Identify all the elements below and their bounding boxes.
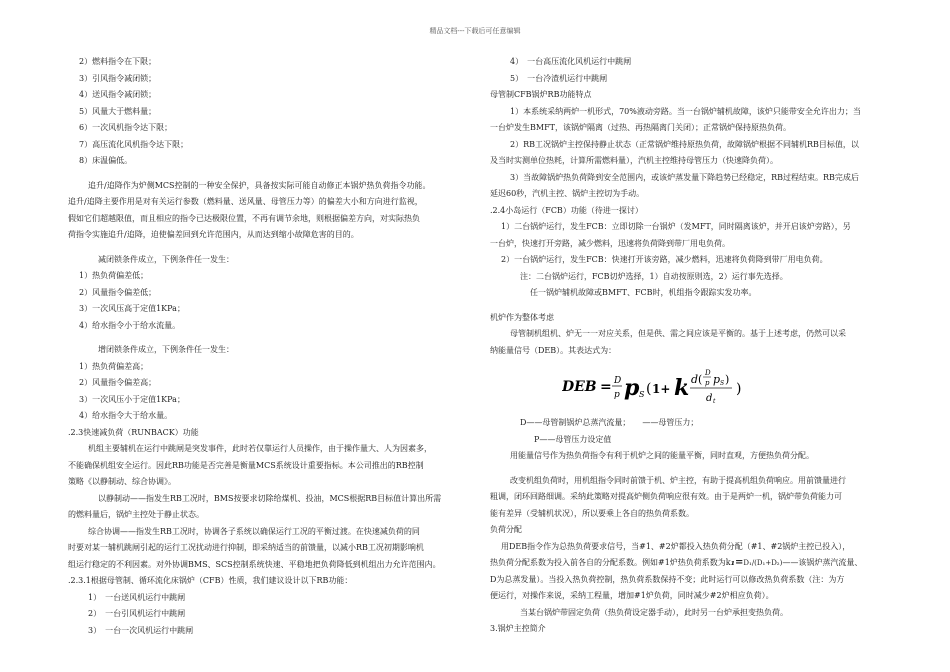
note-line: 注：二台锅炉运行，FCB切炉选择，1）自动按原则选，2）运行事先选择。 <box>520 271 788 281</box>
paragraph-line: 假如它们超越限值，而且相应的指令已达极限位置，不再有调节余地，则根据偏差方向，对实际热负 <box>68 213 420 223</box>
list-item: 2） 一台引风机运行中跳闸 <box>88 609 186 618</box>
list-item: 3） 一台一次风机运行中跳闸 <box>88 625 194 635</box>
section-heading: .2.4小岛运行（FCB）功能（待进一探讨） <box>490 205 643 215</box>
paragraph-line: 纳能量信号（DEB）。其表达式为： <box>490 345 617 355</box>
paragraph-line: 2）一台锅炉运行，发生FCB：快速打开该旁路，减少燃料，迅速将负荷降到带厂用电负荷。 <box>501 255 828 264</box>
list-item: 4） 一台高压流化风机运行中跳闸 <box>510 57 632 66</box>
section-heading: 3.锅炉主控简介 <box>490 624 546 633</box>
list-item: 2）燃料指令在下限； <box>79 57 157 66</box>
formula-den-t: t <box>713 398 716 405</box>
paragraph-line: 荷指令实施追升/追降，迫使偏差回到允许范围内，从而达到缩小故障危害的目的。 <box>68 230 359 239</box>
list-item: 8）床温偏低。 <box>79 156 133 165</box>
paragraph-line <box>490 555 890 572</box>
paragraph-line: 追升/追降作为炉侧MCS控制的一种安全保护，具备按实际可能自动修正本锅炉热负荷指令功能。 <box>88 180 431 190</box>
paragraph-line: 时要对某一辅机跳闸引起的运行工况扰动进行抑制，即采纳适当的前馈量，以减小RB工况初期影响机 <box>68 543 424 552</box>
section-heading: 机炉作为整体考虑 <box>490 312 554 322</box>
paragraph-line: 一台炉，快速打开旁路，减少燃料，迅速将负荷降到带厂用电负荷。 <box>490 238 730 248</box>
section-heading: 负荷分配 <box>490 525 522 534</box>
list-item: 2）风量指令偏差低； <box>79 287 157 297</box>
list-item: 3）引风指令减闭锁； <box>79 73 157 83</box>
paragraph-line: 一台炉发生BMFT，该锅炉隔离（过热、再热隔离门关闭）；正常锅炉保持原热负荷。 <box>490 123 791 132</box>
formula-one-plus: 1+ <box>652 382 671 396</box>
formula-close-paren: ) <box>736 381 742 397</box>
list-item: 3）一次风压小于定值1KPa； <box>79 394 185 404</box>
list-item: 1）热负荷偏差高； <box>79 361 149 371</box>
paragraph-line: 3）当故障锅炉热负荷降到安全范围内，或该炉蒸发量下降趋势已经稳定，RB过程结束。RB完成后 <box>510 172 859 182</box>
dist-symbol: ₁= <box>730 557 744 568</box>
paragraph-line: 能有差异（受辅机状况），所以要乘上各自的热负荷系数。 <box>490 508 694 518</box>
formula-frac-num: D <box>614 376 622 386</box>
paragraph-line: 用DEB指令作为总热负荷要求信号，当#1、#2炉都投入热负荷分配（#1、#2锅炉主控已投入）， <box>501 541 851 551</box>
list-item: 1） 一台送风机运行中跳闸 <box>88 592 186 602</box>
formula-inner-num-top: D <box>705 369 711 377</box>
paragraph-line: 粗调，闭环回路细调。采纳此策略对提高炉侧负荷响应很有效。由于是两炉一机，锅炉带负荷能力可 <box>490 492 842 501</box>
formula-inner-ps-sub: S <box>720 380 725 387</box>
paragraph-line: 追升/追降主要作用是对有关运行参数（燃料量、送风量、母管压力等）的偏差大小和方向进行监视， <box>68 197 423 206</box>
paragraph-line: 2）RB工况锅炉主控保持静止状态（正常锅炉维持原热负荷，故障锅炉根据不同辅机RB目标值，以 <box>510 139 859 149</box>
formula-k: k <box>674 375 690 401</box>
formula-ps-sub: S <box>639 390 645 399</box>
definition-line: P——母管压力设定值 <box>534 434 612 444</box>
list-item: 4）送风指令减闭锁； <box>79 90 157 99</box>
list-item: 5） 一台冷渣机运行中跳闸 <box>510 73 608 83</box>
section-heading: 母管制CFB锅炉RB功能特点 <box>490 90 592 99</box>
paragraph-line: 1）二台锅炉运行，发生FCB：立即切除一台锅炉（发MFT，同时隔离该炉，并开启该炉旁路），另 <box>501 222 851 231</box>
paragraph-line: D为总蒸发量）。当投入热负荷控制，热负荷系数保持不变；此时运行可以修改热负荷系数（注：为方 <box>490 574 845 584</box>
paragraph-line: 及当时实测单位热耗，计算所需燃料量），汽机主控维持母管压力（快速降负荷）。 <box>490 156 778 165</box>
paragraph-line: 组运行稳定的不利因素。对外协调BMS、SCS控制系统快速、平稳地把负荷降低到机组出力允许范围内。 <box>68 559 441 569</box>
paragraph-line: 综合协调——指发生RB工况时，协调各子系统以确保运行工况的平衡过渡。在快速减负荷的同 <box>88 526 420 536</box>
section-heading: .2.3.1根据母管制、循环流化床锅炉（CFB）性质，我们建议设计以下RB功能： <box>68 576 353 585</box>
paragraph-line: 不能确保机组安全运行。因此RB功能是否完善是衡量MCS系统设计重要指标。本公司推出的RB控制 <box>68 460 424 470</box>
note-line: 任一锅炉辅机故障或BMFT、FCB时，机组指令跟踪实发功率。 <box>530 288 757 297</box>
paragraph-line: 改变机组负荷时，用机组指令同时前馈于机、炉主控，有助于提高机组负荷响应。用前馈量进行 <box>510 475 846 485</box>
formula-open-paren: ( <box>646 381 652 397</box>
formula-frac-den: p <box>614 390 620 400</box>
formula-d: d <box>691 373 699 386</box>
list-item: 2）风量指令偏差高； <box>79 378 157 387</box>
paragraph-line: 以静制动——指发生RB工况时，BMS按要求切除给煤机、投油，MCS根据RB目标值计算出所需 <box>98 493 442 503</box>
formula-ps: p <box>624 375 640 401</box>
list-item: 1）热负荷偏差低； <box>79 271 149 280</box>
list-item: 4）给水指令大于给水量。 <box>79 411 173 420</box>
formula-den-d: d <box>706 393 713 404</box>
paragraph-line: 延迟60秒，汽机主控、锅炉主控切为手动。 <box>490 189 645 198</box>
left-column <box>68 54 468 639</box>
dist-fraction: D₁/(D₁+D₂) <box>743 559 783 567</box>
list-item: 5）风量大于燃料量； <box>79 106 157 116</box>
reduce-lock-title: 减闭锁条件成立，下例条件任一发生： <box>98 254 234 264</box>
paragraph-line: 1）本系统采纳两炉一机形式，70%液动旁路。当一台锅炉辅机故障，该炉只能带安全允许出力；当 <box>510 106 861 116</box>
list-item: 6）一次风机指令达下限； <box>79 123 173 132</box>
paragraph-line: 母管制机组机、炉无一一对应关系，但是供、需之间应该是平衡的。基于上述考虑，仍然可以采 <box>510 329 846 338</box>
paragraph-line: 用能量信号作为热负荷指令有利于机炉之间的能量平衡，同时直观，方便热负荷分配。 <box>510 451 814 460</box>
right-column <box>490 54 890 638</box>
page-header: 精品文档---下载后可任意编辑 <box>429 27 521 35</box>
paragraph-line: 当某台锅炉带固定负荷（热负荷设定器手动），此时另一台炉承担变热负荷。 <box>520 607 788 617</box>
definition-line: D——母管制锅炉总蒸汽流量； ——母管压力； <box>520 418 699 427</box>
list-item: 4）给水指令小于给水流量。 <box>79 320 181 330</box>
paragraph-line: 机组主要辅机在运行中跳闸是突发事件，此时若仅靠运行人员操作，由于操作量大、人为因素多， <box>88 444 432 453</box>
formula-lhs: DEB <box>562 379 597 395</box>
list-item: 7）高压流化风机指令达下限； <box>79 139 189 149</box>
paragraph-line: 策略《以静制动、综合协调》。 <box>68 477 176 486</box>
dist-text-post: ——该锅炉蒸汽流量、 <box>782 558 863 567</box>
paragraph-line: 便运行，对操作来说，采纳工程量，增加#1炉负荷，同时减少#2炉相应负荷）。 <box>490 591 774 600</box>
increase-lock-title: 增闭锁条件成立，下例条件任一发生： <box>98 345 234 354</box>
formula-inner-close: ) <box>725 373 730 386</box>
list-item: 3）一次风压高于定值1KPa； <box>79 304 185 313</box>
section-heading: .2.3快速减负荷（RUNBACK）功能 <box>68 427 199 437</box>
formula-inner-num-bot: p <box>705 379 710 387</box>
formula-inner-ps: p <box>713 373 721 386</box>
paragraph-line: 的燃料量后，锅炉主控处于静止状态。 <box>68 510 204 519</box>
deb-formula-graphic <box>562 359 762 415</box>
formula-inner-open: ( <box>698 373 703 386</box>
formula-eq: = <box>600 379 612 395</box>
dist-text-pre: 热负荷分配系数为投入前各自的分配系数。例如#1炉热负荷系数为k <box>490 558 731 567</box>
deb-formula <box>490 359 890 415</box>
